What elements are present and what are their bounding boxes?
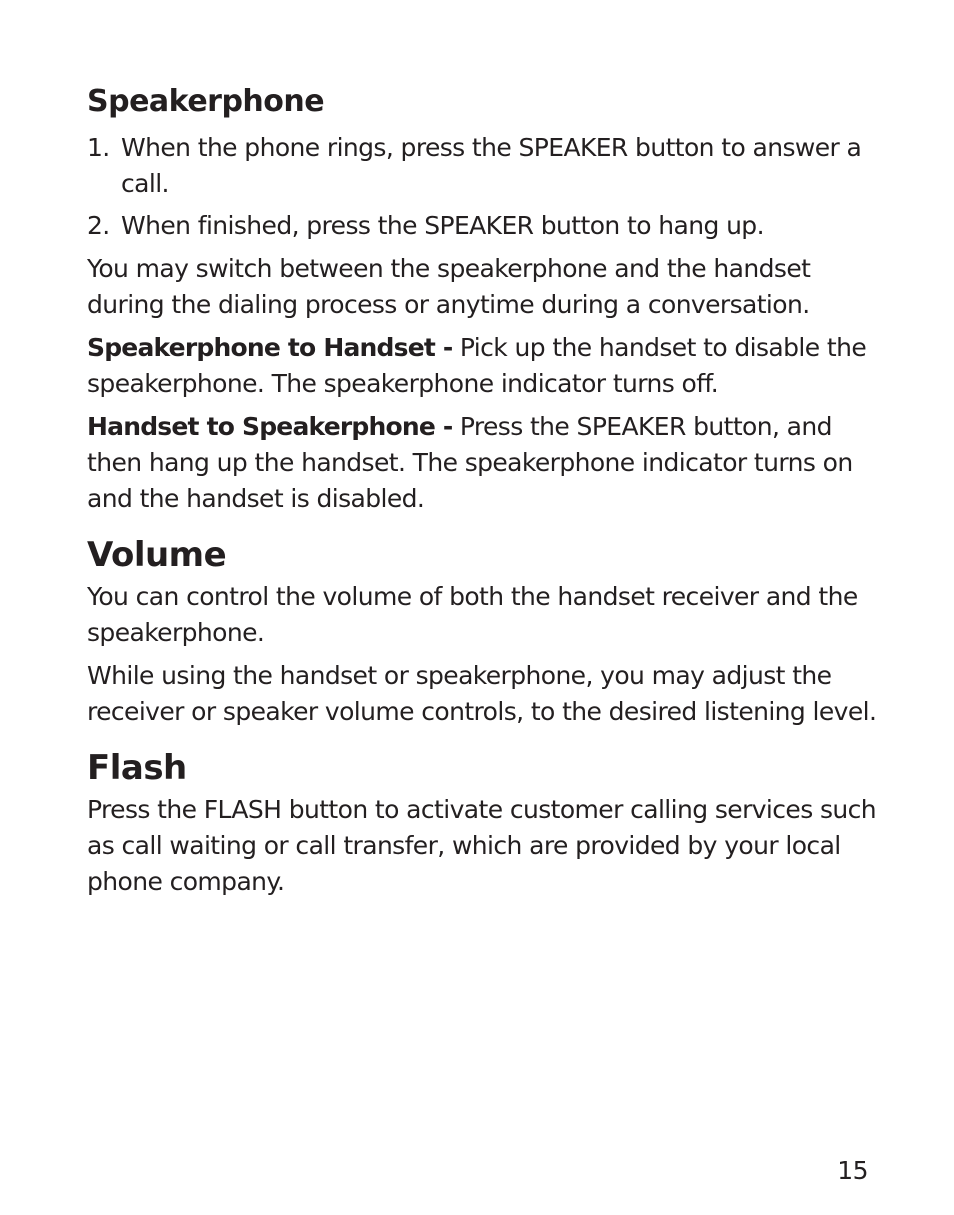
flash-section bbox=[87, 744, 877, 900]
speakerphone-steps bbox=[87, 130, 877, 244]
step-text: When finished, press the SPEAKER button to hang up. bbox=[121, 211, 764, 240]
step-number: 1. bbox=[87, 133, 110, 162]
volume-section bbox=[87, 531, 877, 730]
handset-to-speakerphone bbox=[87, 409, 877, 517]
volume-paragraph: You can control the volume of both the handset receiver and the speakerphone. bbox=[87, 582, 858, 647]
flash-heading: Flash bbox=[87, 748, 187, 788]
manual-page bbox=[87, 80, 877, 900]
handset-to-speakerphone-text: Press the SPEAKER button, and then hang up the handset. The speakerphone indicator turns on and the handset is disabled. bbox=[87, 412, 853, 513]
step-item bbox=[87, 208, 877, 244]
page-number: 15 bbox=[837, 1156, 868, 1185]
speakerphone-section bbox=[87, 80, 877, 517]
step-item bbox=[87, 130, 877, 202]
handset-to-speakerphone-lead: Handset to Speakerphone - bbox=[87, 412, 453, 441]
step-text: When the phone rings, press the SPEAKER button to answer a call. bbox=[121, 133, 862, 198]
speakerphone-heading: Speakerphone bbox=[87, 84, 325, 119]
speakerphone-intro: You may switch between the speakerphone and the handset during the dialing process or anytime during a conversation. bbox=[87, 254, 811, 319]
speakerphone-to-handset-text: Pick up the handset to disable the speakerphone. The speakerphone indicator turns off. bbox=[87, 333, 867, 398]
volume-paragraph: While using the handset or speakerphone, you may adjust the receiver or speaker volume controls, to the desired listening level. bbox=[87, 661, 877, 726]
flash-paragraph: Press the FLASH button to activate customer calling services such as call waiting or call transfer, which are provided by your local phone company. bbox=[87, 795, 877, 896]
speakerphone-to-handset bbox=[87, 330, 877, 402]
volume-heading: Volume bbox=[87, 535, 227, 575]
speakerphone-to-handset-lead: Speakerphone to Handset - bbox=[87, 333, 453, 362]
step-number: 2. bbox=[87, 211, 110, 240]
